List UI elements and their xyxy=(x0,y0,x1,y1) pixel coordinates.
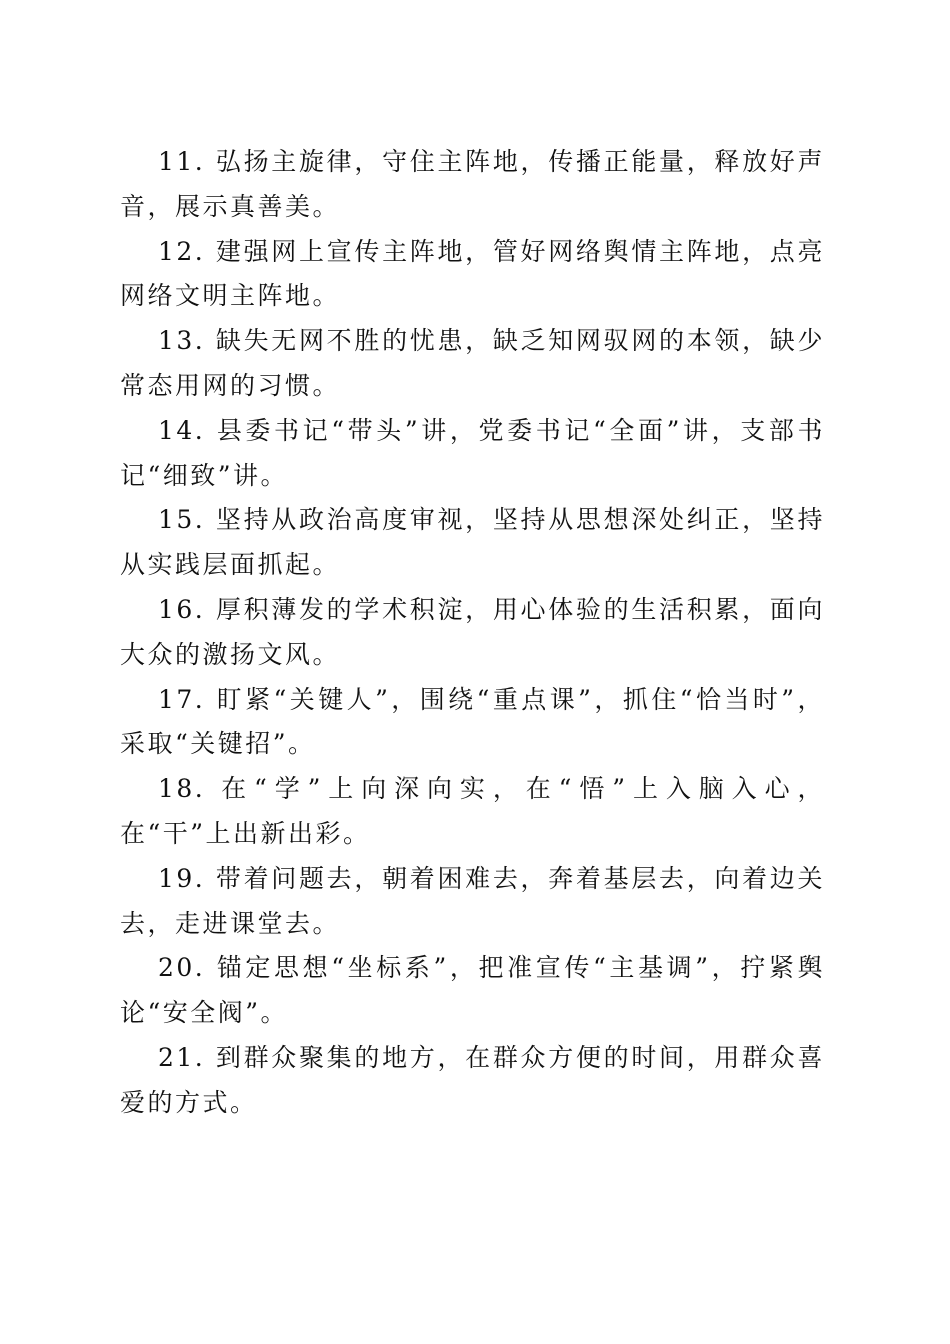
document-body xyxy=(120,140,825,1126)
list-item: 19. 带着问题去，朝着困难去，奔着基层去，向着边关去，走进课堂去。 xyxy=(120,863,825,938)
list-item: 17. 盯紧“关键人”，围绕“重点课”，抓住“恰当时”，采取“关键招”。 xyxy=(120,684,825,759)
list-item: 14. 县委书记“带头”讲，党委书记“全面”讲，支部书记“细致”讲。 xyxy=(120,415,825,490)
list-item: 15. 坚持从政治高度审视，坚持从思想深处纠正，坚持从实践层面抓起。 xyxy=(120,505,825,580)
list-item: 12. 建强网上宣传主阵地，管好网络舆情主阵地，点亮网络文明主阵地。 xyxy=(120,236,825,311)
list-item: 16. 厚积薄发的学术积淀，用心体验的生活积累，面向大众的激扬文风。 xyxy=(120,594,825,669)
list-item: 13. 缺失无网不胜的忧患，缺乏知网驭网的本领，缺少常态用网的习惯。 xyxy=(120,326,825,400)
list-item: 21. 到群众聚集的地方，在群众方便的时间，用群众喜爱的方式。 xyxy=(120,1042,825,1117)
list-item: 11. 弘扬主旋律，守住主阵地，传播正能量，释放好声音，展示真善美。 xyxy=(120,147,825,221)
list-item: 18. 在“学”上向深向实，在“悟”上入脑入心，在“干”上出新出彩。 xyxy=(120,774,825,848)
list-item: 20. 锚定思想“坐标系”，把准宣传“主基调”，拧紧舆论“安全阀”。 xyxy=(120,953,825,1028)
